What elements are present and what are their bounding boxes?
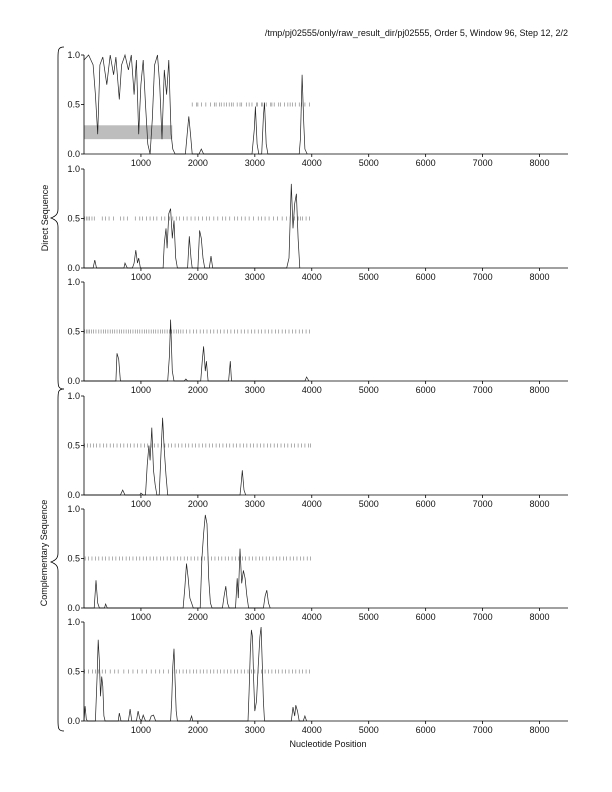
x-tick-label: 7000 [472,499,493,509]
x-tick-label: 6000 [415,612,436,622]
score-line [84,418,246,495]
x-tick-label: 1000 [130,385,151,395]
x-tick-label: 4000 [301,725,322,735]
x-tick-label: 5000 [358,612,379,622]
x-tick-label: 3000 [244,725,265,735]
x-tick-label: 4000 [301,499,322,509]
x-tick-label: 7000 [472,272,493,282]
x-tick-label: 3000 [244,385,265,395]
x-tick-label: 6000 [415,725,436,735]
complementary-sequence-brace [51,389,64,731]
complementary-sequence-label: Complementary Sequence [39,499,49,607]
x-tick-label: 5000 [358,158,379,168]
x-tick-label: 1000 [130,612,151,622]
x-tick-label: 3000 [244,272,265,282]
x-tick-label: 1000 [130,158,151,168]
y-tick-label: 1.0 [67,277,80,287]
x-tick-label: 2000 [187,725,208,735]
x-tick-label: 7000 [472,385,493,395]
x-tick-label: 2000 [187,158,208,168]
y-tick-label: 1.0 [67,391,80,401]
y-tick-label: 0.0 [67,376,80,386]
direct-sequence-label: Direct Sequence [40,184,50,252]
score-line [84,320,309,381]
x-tick-label: 8000 [529,158,550,168]
direct-sequence-brace [51,47,64,389]
x-tick-label: 4000 [301,158,322,168]
x-tick-label: 5000 [358,385,379,395]
y-tick-label: 0.5 [67,553,80,564]
x-tick-label: 2000 [187,499,208,509]
y-tick-label: 0.5 [67,213,80,224]
x-tick-label: 8000 [529,725,550,735]
y-tick-label: 0.0 [67,490,80,500]
x-tick-label: 1000 [130,499,151,509]
y-tick-label: 0.5 [67,666,80,677]
x-tick-label: 6000 [415,272,436,282]
x-tick-label: 8000 [529,499,550,509]
x-tick-label: 1000 [130,725,151,735]
y-tick-label: 0.5 [67,99,80,110]
y-tick-label: 1.0 [67,164,80,174]
x-tick-label: 3000 [244,612,265,622]
panel-5 [67,504,568,622]
panel-2 [67,164,568,282]
score-line [84,627,307,721]
panel-1 [67,50,568,168]
x-tick-label: 6000 [415,158,436,168]
x-tick-label: 4000 [301,612,322,622]
score-line [84,184,300,268]
x-tick-label: 6000 [415,499,436,509]
x-tick-label: 1000 [130,272,151,282]
x-tick-label: 7000 [472,158,493,168]
y-tick-label: 0.0 [67,603,80,613]
panel-6 [67,617,568,735]
x-tick-label: 8000 [529,385,550,395]
x-tick-label: 6000 [415,385,436,395]
panel-4 [67,391,568,509]
x-tick-label: 4000 [301,385,322,395]
x-tick-label: 4000 [301,272,322,282]
panel-3 [67,277,568,395]
x-tick-label: 5000 [358,272,379,282]
x-tick-label: 5000 [358,499,379,509]
y-tick-label: 0.5 [67,326,80,337]
x-axis-label: Nucleotide Position [289,739,367,749]
y-tick-label: 0.0 [67,716,80,726]
y-tick-label: 0.0 [67,263,80,273]
x-tick-label: 7000 [472,612,493,622]
x-tick-label: 8000 [529,612,550,622]
x-tick-label: 7000 [472,725,493,735]
page-header-title: /tmp/pj02555/only/raw_result_dir/pj02555, Order 5, Window 96, Step 12, 2/2 [264,28,568,38]
y-tick-label: 0.0 [67,149,80,159]
x-tick-label: 3000 [244,158,265,168]
panels-group [67,50,568,735]
y-tick-label: 0.5 [67,440,80,451]
x-tick-label: 5000 [358,725,379,735]
x-tick-label: 3000 [244,499,265,509]
x-tick-label: 2000 [187,612,208,622]
y-tick-label: 1.0 [67,50,80,60]
y-tick-label: 1.0 [67,617,80,627]
x-tick-label: 8000 [529,272,550,282]
y-tick-label: 1.0 [67,504,80,514]
x-tick-label: 2000 [187,385,208,395]
score-line [84,515,270,608]
x-tick-label: 2000 [187,272,208,282]
